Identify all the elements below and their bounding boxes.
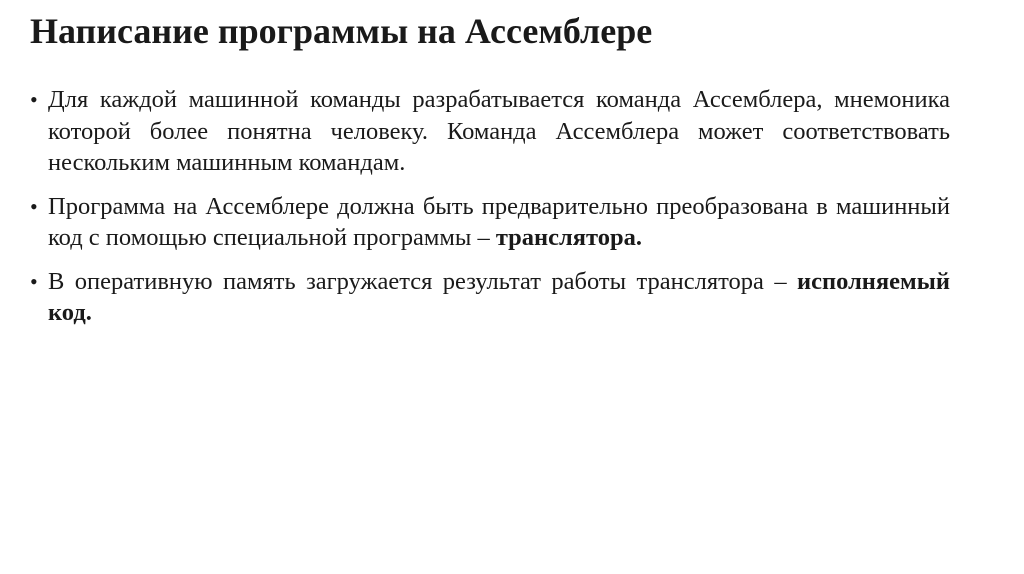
bullet-icon: • bbox=[30, 193, 38, 219]
bullet-emphasis: транслятора. bbox=[495, 224, 643, 251]
bullet-text: Для каждой машинной команды разрабатывается команда Ассемблера, мнемоника которой более понятна человеку. Команда Ассемблера может соответствовать нескольким машинным командам. bbox=[48, 86, 950, 176]
bullet-text: В оперативную память загружается результат работы транслятора – bbox=[48, 267, 798, 295]
bullet-text: Программа на Ассемблере должна быть предварительно преобразована в машинный код с помощью специальной программы – bbox=[48, 192, 950, 251]
bullet-emphasis: исполняемый код. bbox=[48, 267, 950, 326]
bullet-list bbox=[30, 84, 950, 341]
bullet-item-2 bbox=[30, 191, 950, 254]
bullet-item-1 bbox=[30, 84, 950, 179]
bullet-icon: • bbox=[30, 268, 38, 294]
bullet-item-3 bbox=[30, 266, 950, 329]
slide-title: Написание программы на Ассемблере bbox=[30, 11, 653, 51]
bullet-icon: • bbox=[30, 87, 38, 112]
